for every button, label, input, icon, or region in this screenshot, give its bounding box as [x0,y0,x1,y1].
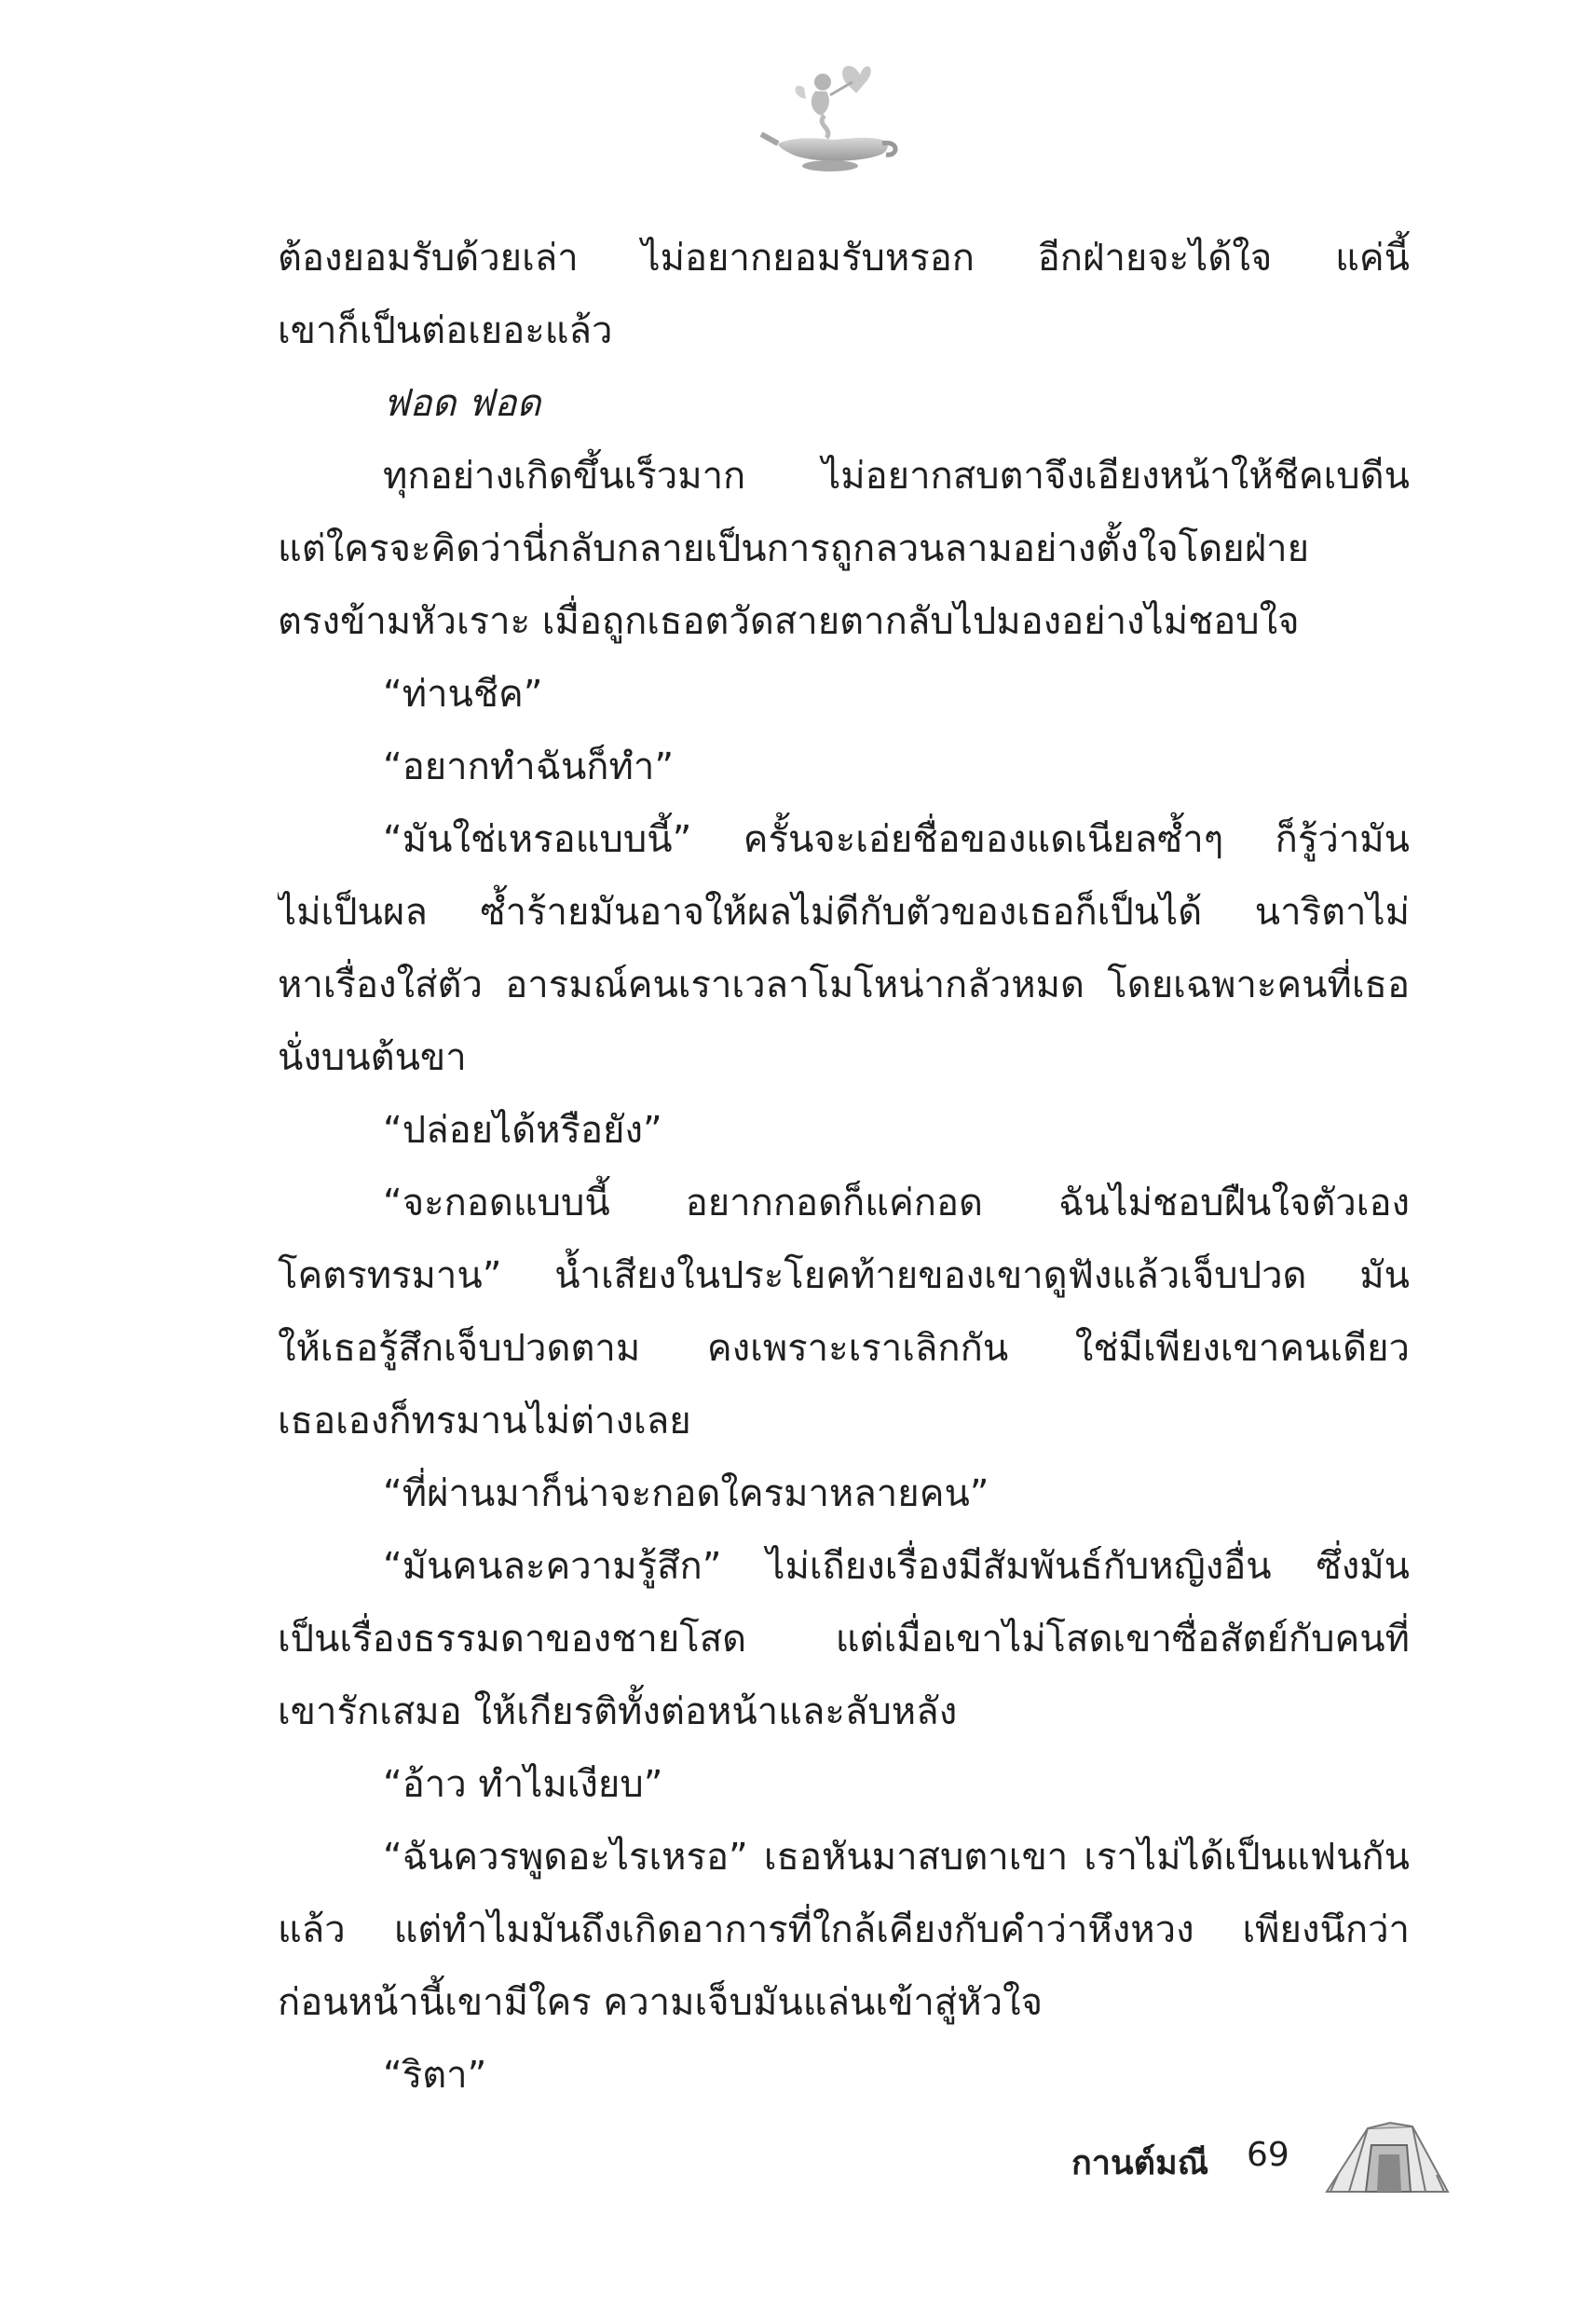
text-line: เป็นเรื่องธรรมดาของชายโสด แต่เมื่อเขาไม่โสดเขาซื่อสัตย์กับคนที่ [278,1618,1410,1661]
text-line: “ที่ผ่านมาก็น่าจะกอดใครมาหลายคน” [383,1472,989,1515]
text-line: ต้องยอมรับด้วยเล่า ไม่อยากยอมรับหรอก อีกฝ่ายจะได้ใจ แค่นี้ [278,237,1410,280]
text-line: “ปล่อยได้หรือยัง” [383,1109,662,1152]
text-line: “อยากทำฉันก็ทำ” [383,745,675,788]
text-line: “ริตา” [383,2054,487,2097]
text-line: โคตรทรมาน” น้ำเสียงในประโยคท้ายของเขาดูฟังแล้วเจ็บปวด มัน [278,1254,1410,1297]
tent-icon [1321,2117,1452,2196]
text-line: ให้เธอรู้สึกเจ็บปวดตาม คงเพราะเราเลิกกัน ใช่มีเพียงเขาคนเดียว [278,1327,1410,1370]
text-line: แต่ใครจะคิดว่านี่กลับกลายเป็นการถูกลวนลามอย่างตั้งใจโดยฝ่าย [278,527,1310,570]
text-line: ตรงข้ามหัวเราะ เมื่อถูกเธอตวัดสายตากลับไปมองอย่างไม่ชอบใจ [278,600,1300,643]
text-line: “จะกอดแบบนี้ อยากกอดก็แค่กอด ฉันไม่ชอบฝืนใจตัวเอง [383,1182,1410,1224]
text-line: ฟอด ฟอด [383,382,541,425]
page-number: 69 [1247,2136,1289,2174]
text-line: “อ้าว ทำไมเงียบ” [383,1763,663,1806]
text-line: เธอเองก็ทรมานไม่ต่างเลย [278,1400,691,1443]
text-line: แล้ว แต่ทำไมมันถึงเกิดอาการที่ใกล้เคียงกับคำว่าหึงหวง เพียงนึกว่า [278,1908,1410,1951]
text-line: “มันใช่เหรอแบบนี้” ครั้นจะเอ่ยชื่อของแดเนียลซ้ำๆ ก็รู้ว่ามัน [383,818,1410,861]
text-line: หาเรื่องใส่ตัว อารมณ์คนเราเวลาโมโหน่ากลัวหมด โดยเฉพาะคนที่เธอ [278,964,1410,1006]
footer-author-label: กานต์มณี [1071,2144,1209,2182]
text-line: เขารักเสมอ ให้เกียรติทั้งต่อหน้าและลับหลัง [278,1690,958,1733]
body-text [278,222,1410,2112]
text-line: ไม่เป็นผล ซ้ำร้ายมันอาจให้ผลไม่ดีกับตัวของเธอก็เป็นได้ นาริตาไม่ [278,891,1410,934]
text-line: “ฉันควรพูดอะไรเหรอ” เธอหันมาสบตาเขา เราไม่ได้เป็นแฟนกัน [383,1836,1410,1879]
text-line: เขาก็เป็นต่อเยอะแล้ว [278,309,613,352]
genie-lamp-cupid-icon [759,54,908,175]
text-line: นั่งบนต้นขา [278,1036,467,1079]
text-line: “ท่านชีค” [383,673,543,716]
text-line: ก่อนหน้านี้เขามีใคร ความเจ็บมันแล่นเข้าสู่หัวใจ [278,1981,1044,2024]
text-line: ทุกอย่างเกิดขึ้นเร็วมาก ไม่อยากสบตาจึงเอียงหน้าให้ชีคเบดีน [383,455,1410,498]
text-line: “มันคนละความรู้สึก” ไม่เถียงเรื่องมีสัมพันธ์กับหญิงอื่น ซึ่งมัน [383,1545,1410,1588]
